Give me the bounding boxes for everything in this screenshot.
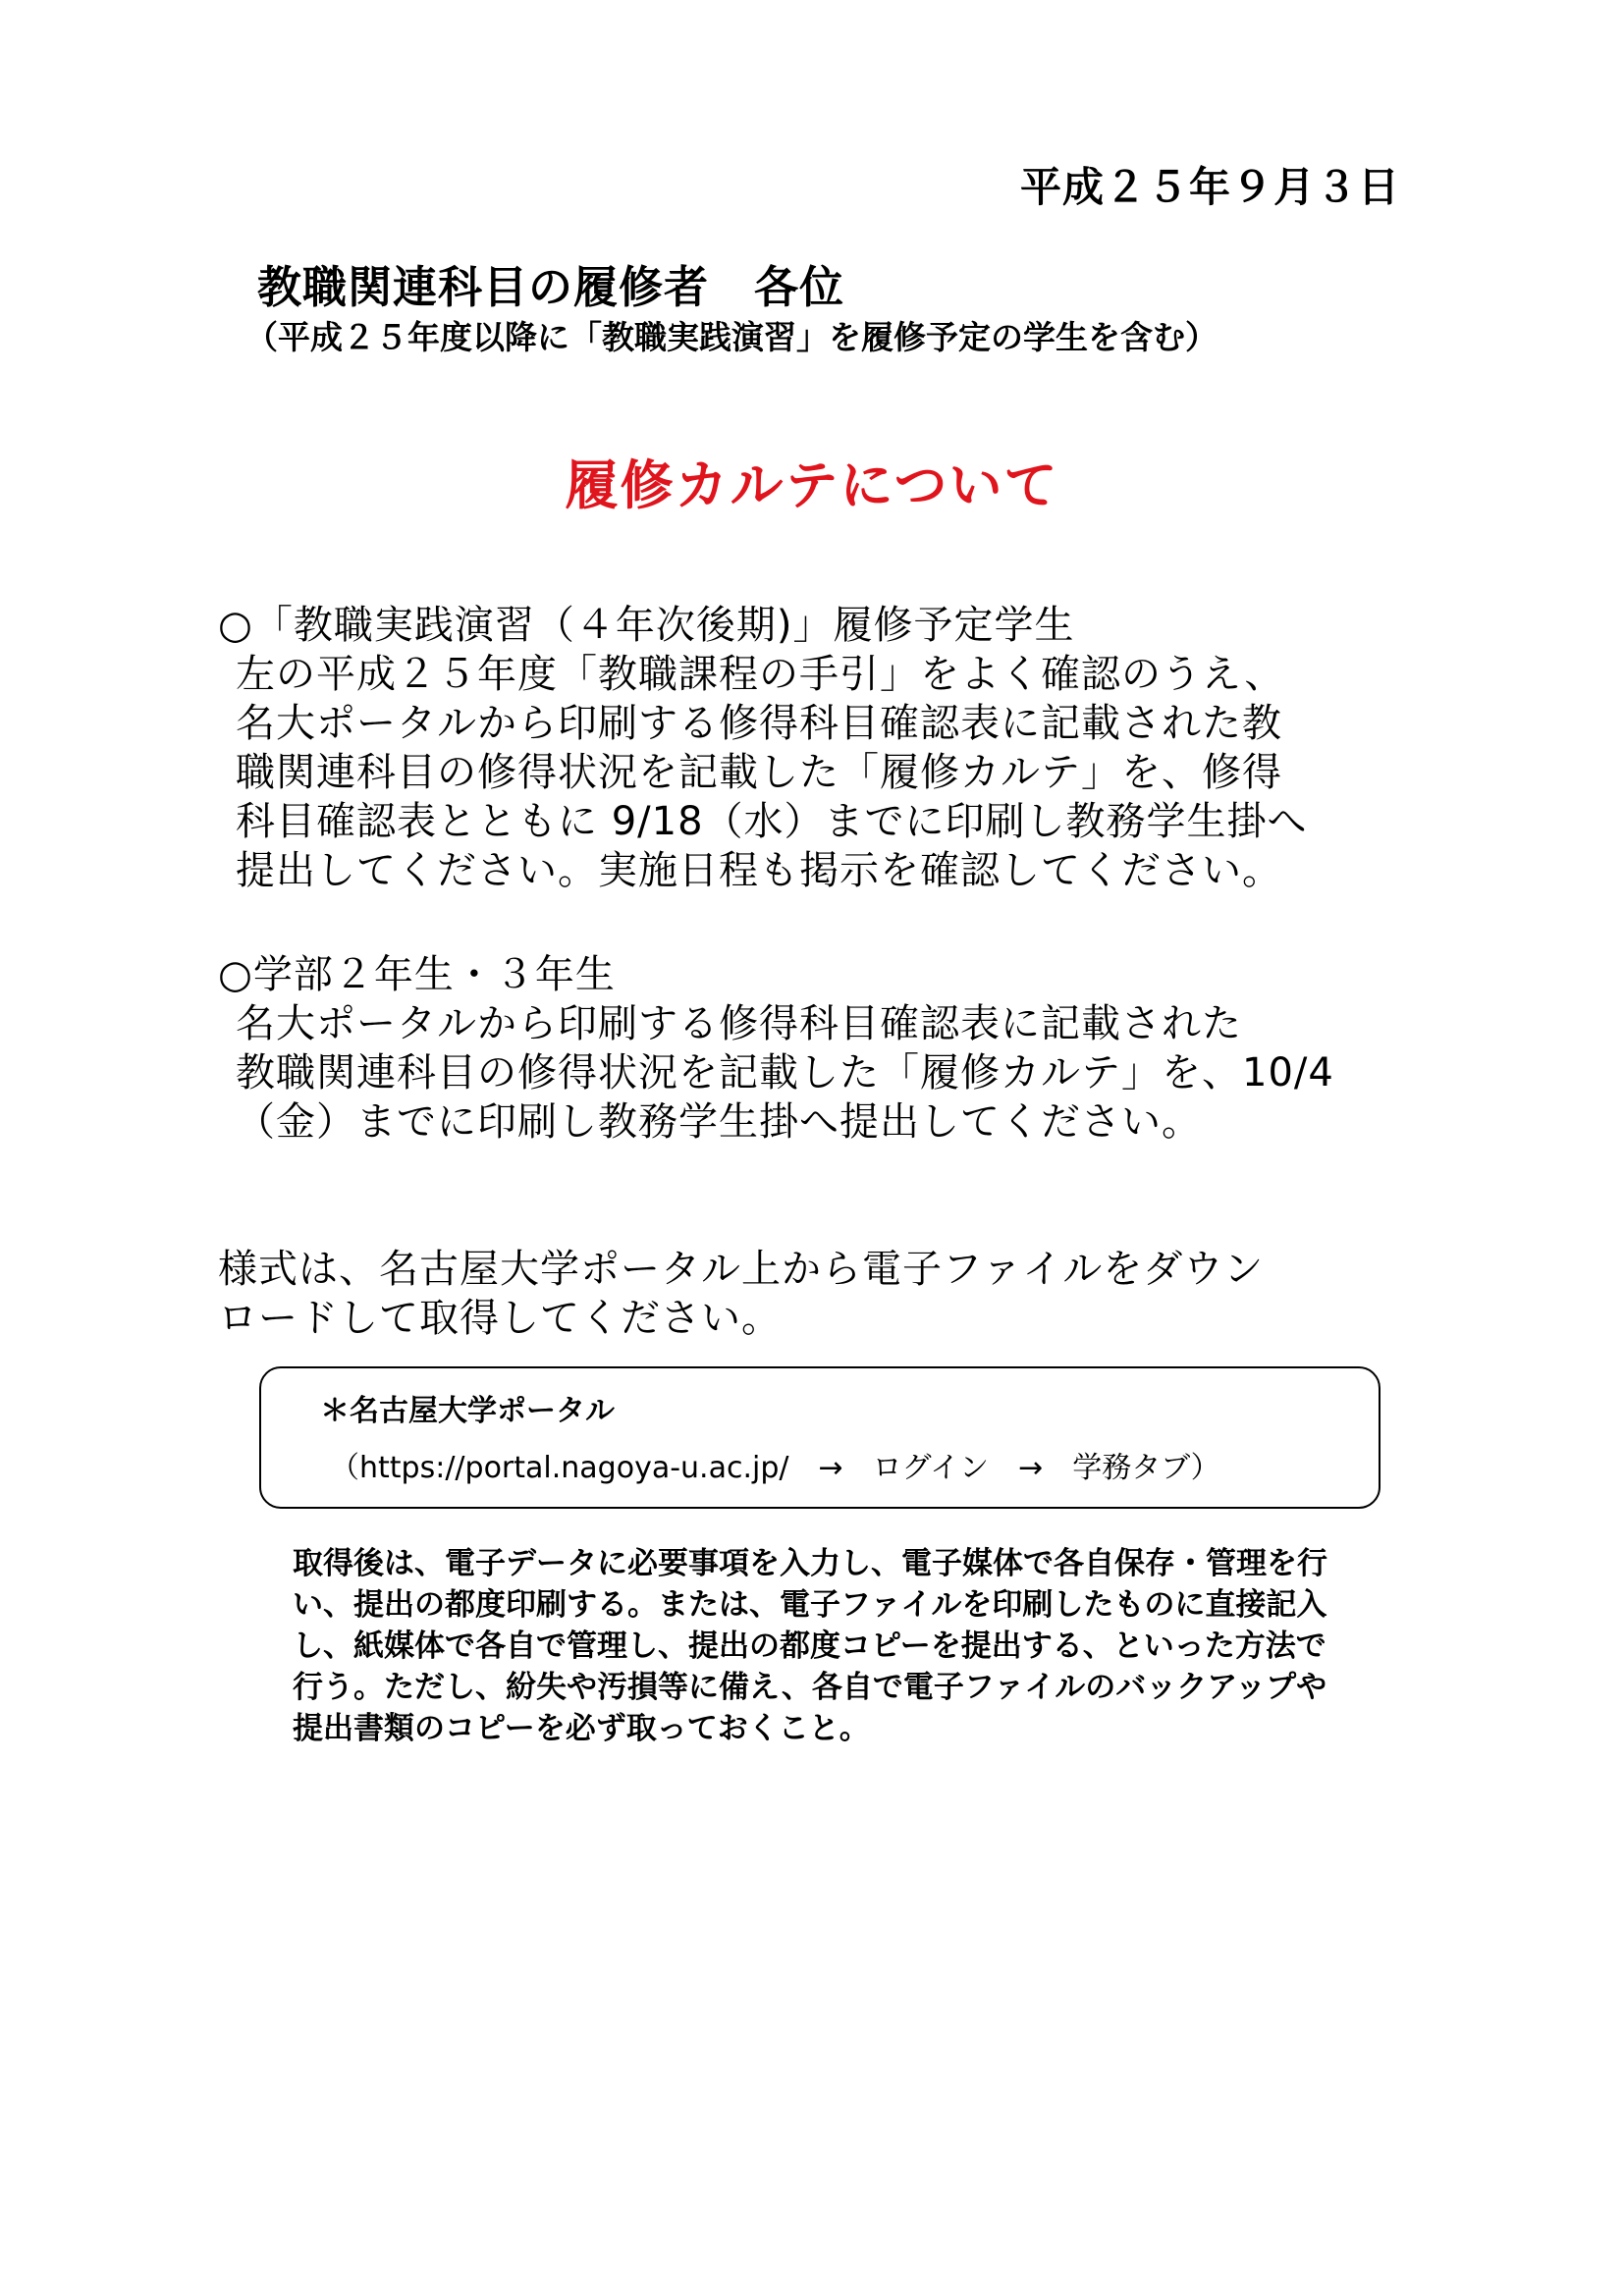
section-line: 左の平成２５年度「教職課程の手引」をよく確認のうえ、 [236,652,1285,697]
section-2nd-3rd-year [218,950,1411,1147]
section-body [218,999,1411,1147]
format-line: ロードして取得してください。 [218,1296,782,1341]
format-instructions [218,1245,1264,1343]
document-date: 平成２５年９月３日 [1019,163,1400,211]
section-line: 名大ポータルから印刷する修得科目確認表に記載された [236,1001,1242,1046]
note-line: 取得後は、電子データに必要事項を入力し、電子媒体で各自保存・管理を行 [293,1546,1327,1581]
section-line: 職関連科目の修得状況を記載した「履修カルテ」を、修得 [236,750,1282,795]
addressee: 教職関連科目の履修者 各位 [257,261,845,313]
section-practicum-students [218,601,1411,895]
note-line: 行う。ただし、紛失や汚損等に備え、各自で電子ファイルのバックアップや [293,1670,1327,1705]
section-line: 提出してください。実施日程も掲示を確認してください。 [236,848,1282,893]
portal-path: （https://portal.nagoya-u.ac.jp/ → ログイン → 学務タブ） [330,1451,1220,1485]
addressee-note: （平成２５年度以降に「教職実践演習」を履修予定の学生を含む） [245,318,1218,356]
portal-info-box [259,1366,1380,1509]
note-line: い、提出の都度印刷する。または、電子ファイルを印刷したものに直接記入 [293,1587,1327,1623]
section-line: 名大ポータルから印刷する修得科目確認表に記載された教 [236,701,1282,746]
portal-title: ＊名古屋大学ポータル [320,1394,615,1428]
usage-notes [293,1543,1327,1749]
document-title: 履修カルテについて [565,454,1059,516]
section-heading: ○「教職実践演習（４年次後期)」履修予定学生 [218,603,1075,648]
section-line: 教職関連科目の修得状況を記載した「履修カルテ」を、10/4 [236,1050,1334,1095]
section-heading: ○学部２年生・３年生 [218,952,616,997]
section-body [218,650,1411,895]
note-line: 提出書類のコピーを必ず取っておくこと。 [293,1711,870,1746]
format-line: 様式は、名古屋大学ポータル上から電子ファイルをダウン [218,1247,1265,1292]
section-line: 科目確認表とともに 9/18（水）までに印刷し教務学生掛へ [236,799,1308,844]
section-line: （金）までに印刷し教務学生掛へ提出してください。 [236,1099,1202,1145]
note-line: し、紙媒体で各自で管理し、提出の都度コピーを提出する、といった方法で [293,1629,1326,1664]
